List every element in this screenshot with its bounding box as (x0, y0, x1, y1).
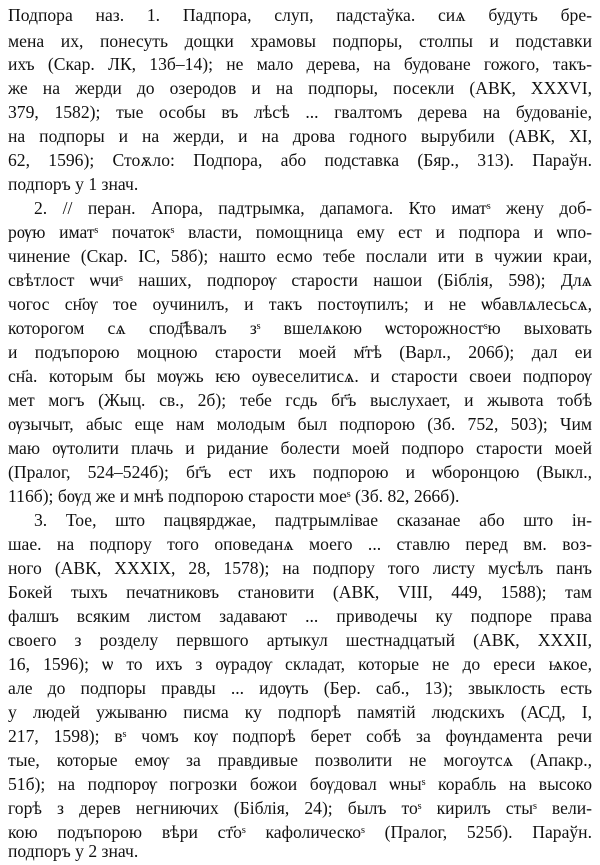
entry-line-1: Подпора наз. 1. Падпора, слуп, падстаўка. сиѧ будуть бре- (8, 5, 592, 25)
entry-line-2: мена их, понесуть дощки храмовы подпоры, столпы и подставки (8, 31, 592, 51)
sense-2-line-9: мет могъ (Жыц. св., 2б); тебе гсдь бг҃ъ выслухает, и жывота тобѣ (8, 390, 592, 410)
sense-2-line-11: маю ѹтолити плачь и ридание болести моей подпоро старости моей (8, 438, 592, 458)
sense-3-line-3: ного (АВК, XXXIX, 28, 1578); на подпору того листу мусѣлъ панъ (8, 558, 592, 578)
sense-2-line-1: 2. // перан. Апора, падтрымка, дапамога. Кто иматˢ жену доб- (34, 198, 592, 218)
sense-3-line-4: Бокей тыхъ печатниковъ становити (АВК, VIII, 449, 1588); там (8, 582, 592, 602)
entry-line-7: 62, 1596); Стоѫло: Подпора, або подставка (Бяр., 313). Параўн. (8, 150, 592, 170)
sense-2-line-13: 116б); бѹд же и мнѣ подпорою старости моеˢ (Зб. 82, 266б). (8, 486, 460, 506)
sense-3-line-13: горѣ з дерев негниючих (Біблія, 24); былъ тоˢ кирилъ стыˢ вели- (8, 798, 592, 818)
sense-3-line-1: 3. Тое, што пацвярджае, падтрымлівае сказанае або што ін- (34, 510, 592, 530)
entry-line-6: на подпоры и на жерди, и на дрова годного вырубили (АВК, XI, (8, 126, 592, 146)
sense-2-line-7: и подъпорою моцною старости моей м҃тѣ (Варл., 206б); дал еи (8, 342, 592, 362)
entry-line-5: 379, 1582); тые особы въ лѣсѣ ... гвалтомъ дерева на будованіе, (8, 102, 592, 122)
sense-3-line-11: тые, которые емѹ за правдивые позволити не могоутсѧ (Апакр., (8, 750, 592, 770)
sense-2-line-6: которогом сѧ спод҃ѣвалъ зˢ вшелѧкою ѡсторожностˢю выховать (8, 318, 592, 338)
sense-2-line-5: чогос сн҃ѹ тое оучинилъ, и такъ постѹпилъ; и не ѡбавлѧлесьсѧ, (8, 294, 592, 314)
sense-3-line-10: 217, 1598); вˢ чомъ кѹ подпорѣ берет собѣ за фѹндамента речи (8, 726, 592, 746)
sense-2-line-2: рѹю иматˢ початокˢ власти, помощница ему ест и подпора и ѡпо- (8, 222, 592, 242)
sense-3-line-15: подпоръ у 2 знач. (8, 841, 139, 861)
sense-3-line-7: 16, 1596); ѡ то ихъ з ѹрадѹ складат, которые не до ереси ѩкое, (8, 654, 592, 674)
sense-3-line-9: у людей ужываню писма ку подпорѣ памятій людскихъ (АСД, I, (8, 702, 592, 722)
sense-2-line-4: свѣтлост ѡчиˢ наших, подпорѹ старости нашои (Біблія, 598); Длѧ (8, 270, 592, 290)
sense-3-line-14: кою подъпорою вѣри ст҃оˢ кафолическоˢ (Пралог, 525б). Параўн. (8, 822, 592, 842)
sense-3-line-12: 51б); на подпорѹ погрозки божои бѹдовал ѡныˢ корабль на высоко (8, 774, 592, 794)
sense-3-line-8: але до подпоры правды ... идѹть (Бер. саб., 13); звыклость есть (8, 678, 592, 698)
sense-3-line-2: шае. на подпору того оповеданѧ моего ... ставлю перед вм. воз- (8, 534, 592, 554)
sense-3-line-6: своего з розделу первшого артыкул шестнадцатый (АВК, XXXII, (8, 630, 592, 650)
sense-2-line-3: чинение (Скар. ІС, 58б); нашто есмо тебе послали ити в чужии краи, (8, 246, 592, 266)
sense-2-line-8: сн҃а. которым бы мѹжь ѥю оувеселитисѧ. и старости своеи подпорѹ (8, 366, 592, 386)
sense-2-line-12: (Пралог, 524–524б); бг҃ъ ест ихъ подпорою и ѡборонцою (Выкл., (8, 462, 592, 482)
entry-line-8: подпоръ у 1 знач. (8, 174, 139, 194)
entry-line-4: же на жерди до озеродов и на подпоры, посекли (АВК, XXXVI, (8, 78, 592, 98)
sense-2-line-10: ѹзычыт, абыс еще нам молодым был подпорою (Зб. 752, 503); Чим (8, 414, 592, 434)
entry-line-3: ихъ (Скар. ЛК, 13б–14); не мало дерева, на будоване гожого, такъ- (8, 54, 592, 74)
sense-3-line-5: фалшъ всяким листом задавают ... приводечы ку подпоре права (8, 606, 592, 626)
